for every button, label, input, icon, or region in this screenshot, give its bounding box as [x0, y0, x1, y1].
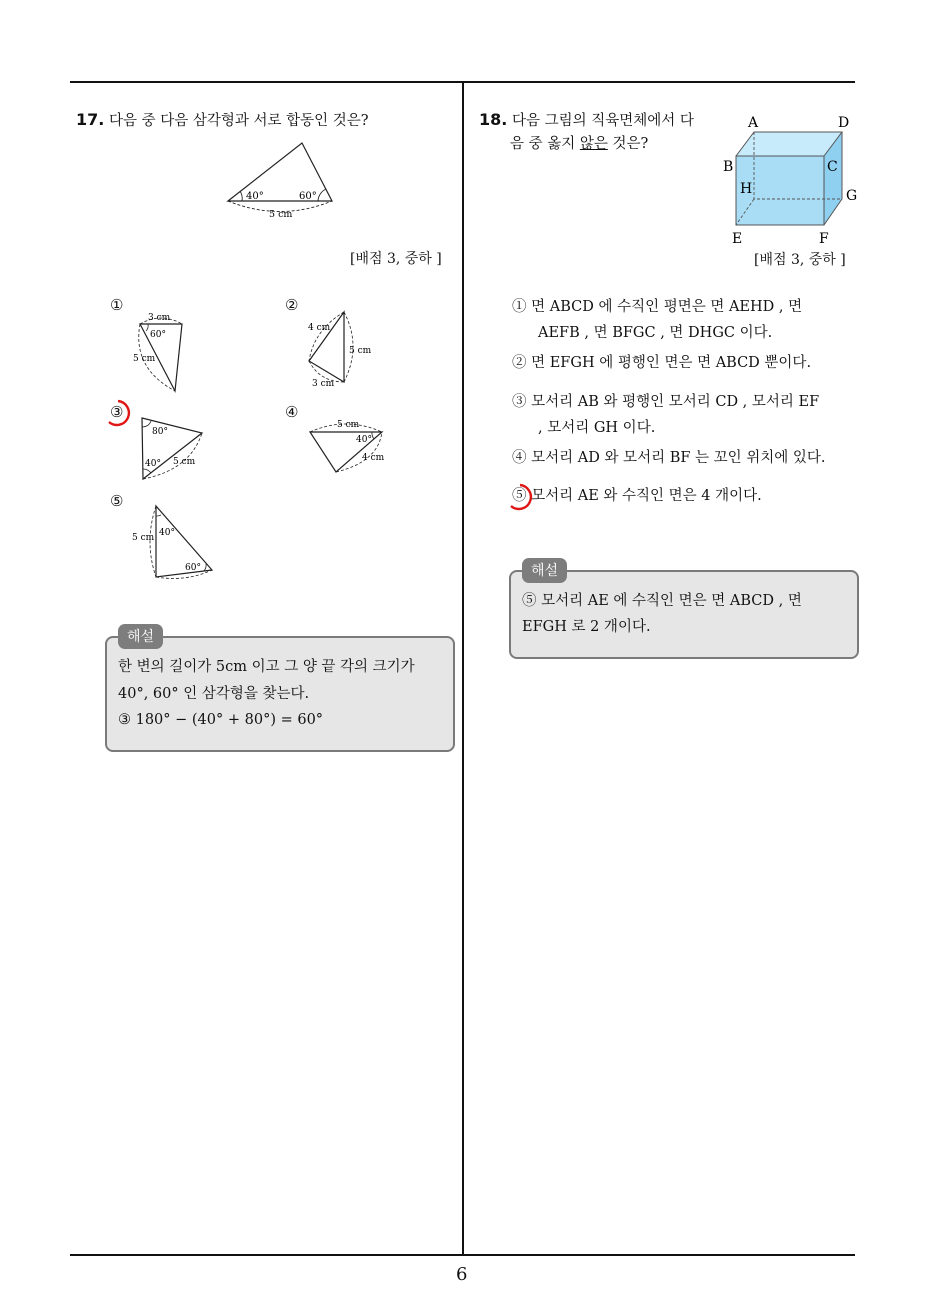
q17-choice-1-figure[interactable] — [128, 308, 198, 396]
q17-choice-4-number[interactable]: ④ — [285, 403, 299, 421]
q18-explanation-tag: 해설 — [522, 558, 567, 583]
q17-number: 17. — [76, 110, 105, 129]
cube-label-h: H — [740, 181, 753, 197]
q17-c1-label-b: 60° — [150, 330, 166, 340]
q18-choice-1[interactable] — [512, 299, 802, 316]
q18-choice-2-number: ② — [512, 355, 527, 371]
q17-c4-label-c: 4 cm — [362, 453, 385, 463]
q18-choice-2[interactable] — [512, 355, 811, 372]
q17-choice-5-figure[interactable] — [130, 500, 220, 588]
cube-label-g: G — [846, 188, 858, 204]
cube-label-d: D — [838, 115, 850, 131]
q18-header — [479, 110, 694, 130]
q17-choice-3-number[interactable]: ③ — [110, 403, 124, 421]
q18-number: 18. — [479, 110, 508, 129]
q18-explanation-line-2: EFGH 로 2 개이다. — [522, 619, 651, 635]
q17-c3-label-b: 40° — [145, 459, 161, 469]
q18-choice-5-number: ⑤ — [512, 488, 527, 504]
q17-triangle-figure — [222, 138, 340, 222]
q18-choice-2-text: 면 EFGH 에 평행인 면은 면 ABCD 뿐이다. — [531, 355, 812, 371]
q18-question-line-1: 다음 그림의 직육면체에서 다 — [511, 113, 694, 129]
q18-choice-5[interactable] — [512, 488, 762, 505]
q17-c4-label-b: 40° — [356, 435, 372, 445]
q17-c3-label-a: 80° — [152, 427, 168, 437]
column-divider — [462, 82, 464, 1256]
q18-choice-3[interactable] — [512, 394, 819, 411]
q17-explanation-line-2: 40°, 60° 인 삼각형을 찾는다. — [118, 686, 310, 702]
q18-choice-4-number: ④ — [512, 450, 527, 466]
cube-label-a: A — [748, 115, 759, 131]
q18-choice-3-number: ③ — [512, 394, 527, 410]
q17-c2-label-a: 4 cm — [308, 323, 331, 333]
q17-choice-2-figure[interactable] — [300, 306, 380, 392]
q17-explanation-tag: 해설 — [118, 624, 163, 649]
q18-explanation-box — [509, 570, 859, 659]
q18-question-line-2-pre: 음 중 옳지 — [510, 136, 580, 152]
q17-explanation-line-3: ③ 180° − (40° + 80°) = 60° — [118, 712, 324, 728]
q18-question-line-2 — [510, 136, 648, 153]
q17-choice-5-number[interactable]: ⑤ — [110, 492, 124, 510]
q18-choice-4[interactable] — [512, 450, 826, 467]
q18-choice-3-text-2[interactable]: , 모서리 GH 이다. — [538, 420, 656, 436]
q17-question: 다음 중 다음 삼각형과 서로 합동인 것은? — [108, 113, 369, 129]
q17-c5-label-c: 60° — [185, 563, 201, 573]
q18-choice-1-text-1: 면 ABCD 에 수직인 평면은 면 AEHD , 면 — [531, 299, 803, 315]
q17-score: [배점 3, 중하 ] — [350, 251, 442, 267]
q17-c5-label-a: 5 cm — [132, 533, 155, 543]
q18-cuboid-figure — [718, 110, 864, 250]
q17-angle-right: 60° — [299, 191, 317, 202]
q17-choice-3-answer-mark — [103, 398, 133, 428]
q17-c5-label-b: 40° — [159, 528, 175, 538]
q17-angle-left: 40° — [246, 191, 264, 202]
cube-label-e: E — [732, 231, 743, 247]
q17-c2-label-b: 5 cm — [349, 346, 372, 356]
q18-choice-4-text: 모서리 AD 와 모서리 BF 는 꼬인 위치에 있다. — [531, 450, 826, 466]
q17-choice-1-number[interactable]: ① — [110, 296, 124, 314]
q18-choice-1-number: ① — [512, 299, 527, 315]
page-number: 6 — [456, 1264, 468, 1285]
cube-label-c: C — [827, 159, 838, 175]
q17-c4-label-a: 5 cm — [337, 420, 360, 430]
q18-choice-1-text-2[interactable]: AEFB , 면 BFGC , 면 DHGC 이다. — [538, 325, 773, 341]
q18-question-line-2-post: 것은? — [607, 136, 649, 152]
q18-question-underlined: 않은 — [579, 136, 608, 152]
q17-header — [76, 110, 369, 130]
q17-choice-2-number[interactable]: ② — [285, 296, 299, 314]
q17-choice-4-figure[interactable] — [300, 414, 390, 478]
cube-label-b: B — [723, 159, 734, 175]
q18-choice-5-text: 모서리 AE 와 수직인 면은 4 개이다. — [531, 488, 762, 504]
q17-side-label: 5 cm — [269, 209, 293, 220]
q17-explanation-line-1: 한 변의 길이가 5cm 이고 그 양 끝 각의 크기가 — [118, 659, 415, 675]
q18-score: [배점 3, 중하 ] — [754, 252, 846, 268]
q17-choice-3-figure[interactable] — [132, 412, 212, 484]
q17-c3-label-c: 5 cm — [173, 457, 196, 467]
q18-explanation-line-1: ⑤ 모서리 AE 에 수직인 면은 면 ABCD , 면 — [522, 593, 802, 609]
q17-c1-label-a: 3 cm — [148, 313, 171, 323]
q17-c2-label-c: 3 cm — [312, 379, 335, 389]
q17-c1-label-c: 5 cm — [133, 354, 156, 364]
cube-label-f: F — [819, 231, 829, 247]
q18-choice-3-text-1: 모서리 AB 와 평행인 모서리 CD , 모서리 EF — [531, 394, 820, 410]
